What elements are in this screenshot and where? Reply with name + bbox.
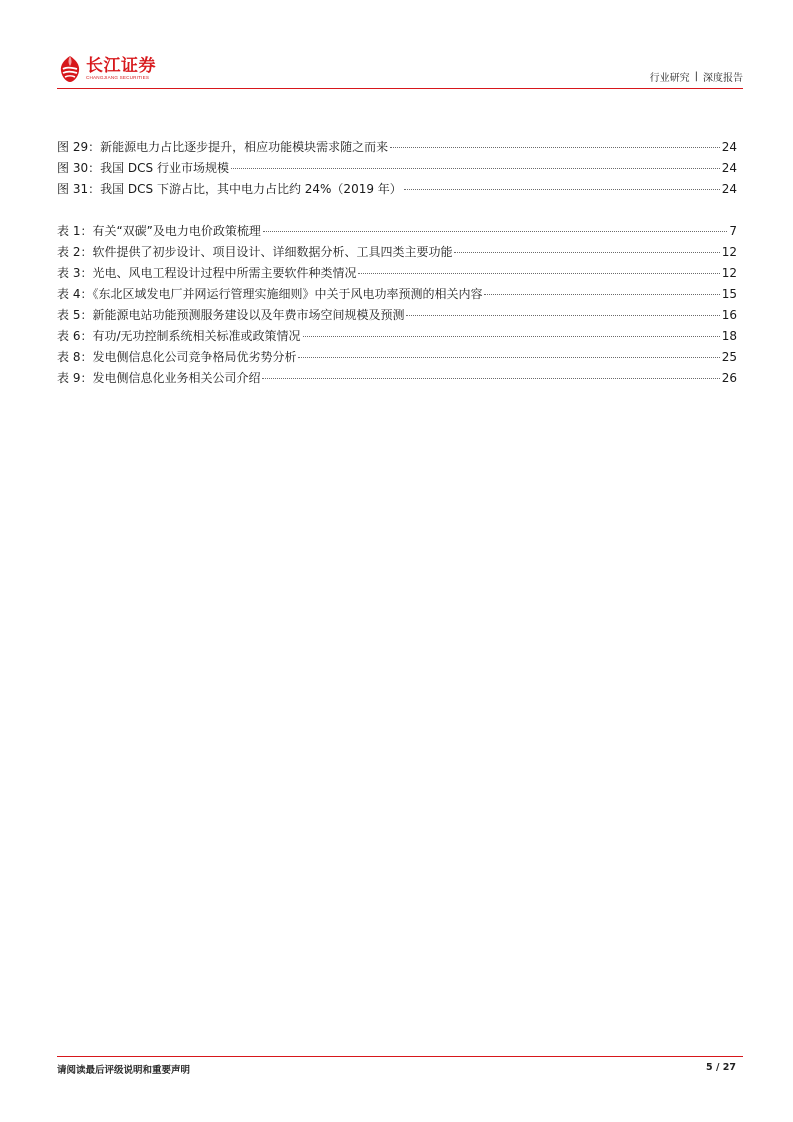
toc-entry-title: 表 6：有功/无功控制系统相关标准或政策情况 xyxy=(57,329,301,343)
category-label: 行业研究 xyxy=(649,73,690,84)
company-logo xyxy=(57,52,156,86)
toc-entry-page: 26 xyxy=(721,371,737,385)
header-divider xyxy=(57,88,743,89)
dot-leader xyxy=(454,251,719,253)
dot-leader xyxy=(404,188,720,190)
toc-entry-page: 12 xyxy=(721,266,737,280)
toc-entry-page: 24 xyxy=(721,161,737,175)
toc-entry-figure[interactable] xyxy=(57,137,737,158)
toc-entry-table[interactable] xyxy=(57,347,737,368)
toc-entry-page: 16 xyxy=(721,308,737,322)
toc-entry-title: 表 3：光电、风电工程设计过程中所需主要软件种类情况 xyxy=(57,266,357,280)
changjiang-logo-icon xyxy=(57,54,83,84)
toc-entry-title: 表 1：有关“双碳”及电力电价政策梳理 xyxy=(57,224,261,238)
dot-leader xyxy=(231,167,720,169)
dot-leader xyxy=(262,377,719,379)
toc-entry-figure[interactable] xyxy=(57,179,737,200)
page-number xyxy=(706,1062,736,1073)
page-separator: / xyxy=(715,1062,720,1073)
page-current: 5 xyxy=(706,1062,713,1073)
logo-chinese-name: 长江证券 xyxy=(86,56,156,76)
toc-entry-table[interactable] xyxy=(57,368,737,389)
dot-leader xyxy=(263,230,727,232)
toc-entry-page: 7 xyxy=(729,224,737,238)
toc-entry-title: 表 5：新能源电站功能预测服务建设以及年费市场空间规模及预测 xyxy=(57,308,405,322)
toc-entry-page: 12 xyxy=(721,245,737,259)
report-category xyxy=(650,69,743,84)
toc-entry-table[interactable] xyxy=(57,326,737,347)
toc-entry-table[interactable] xyxy=(57,263,737,284)
toc-entry-page: 15 xyxy=(721,287,737,301)
toc-entry-page: 18 xyxy=(721,329,737,343)
dot-leader xyxy=(298,356,719,358)
table-list xyxy=(57,221,737,389)
report-type-label: 深度报告 xyxy=(703,73,743,84)
toc-entry-table[interactable] xyxy=(57,305,737,326)
toc-entry-title: 表 9：发电侧信息化业务相关公司介绍 xyxy=(57,371,261,385)
toc-entry-title: 图 31：我国 DCS 下游占比，其中电力占比约 24%（2019 年） xyxy=(57,182,402,196)
toc-entry-page: 24 xyxy=(721,182,737,196)
toc-entry-figure[interactable] xyxy=(57,158,737,179)
dot-leader xyxy=(303,335,720,337)
page-header xyxy=(57,52,743,88)
toc-entry-page: 24 xyxy=(721,140,737,154)
logo-english-name: CHANGJIANG SECURITIES xyxy=(86,75,150,80)
dot-leader xyxy=(390,146,720,148)
toc-entry-title: 图 29：新能源电力占比逐步提升，相应功能模块需求随之而来 xyxy=(57,140,389,154)
footer-disclaimer: 请阅读最后评级说明和重要声明 xyxy=(57,1065,191,1076)
toc-entry-title: 表 8：发电侧信息化公司竞争格局优劣势分析 xyxy=(57,350,297,364)
toc-entry-page: 25 xyxy=(721,350,737,364)
toc-entry-title: 表 4：《东北区域发电厂并网运行管理实施细则》中关于风电功率预测的相关内容 xyxy=(57,287,483,301)
dot-leader xyxy=(358,272,719,274)
dot-leader xyxy=(406,314,719,316)
toc-entry-table[interactable] xyxy=(57,242,737,263)
page-total: 27 xyxy=(722,1062,736,1073)
figure-list xyxy=(57,137,737,200)
toc-entry-table[interactable] xyxy=(57,284,737,305)
dot-leader xyxy=(484,293,719,295)
toc-entry-table[interactable] xyxy=(57,221,737,242)
footer-divider xyxy=(57,1056,743,1057)
toc-entry-title: 表 2：软件提供了初步设计、项目设计、详细数据分析、工具四类主要功能 xyxy=(57,245,453,259)
toc-entry-title: 图 30：我国 DCS 行业市场规模 xyxy=(57,161,229,175)
header-separator: | xyxy=(694,71,698,82)
